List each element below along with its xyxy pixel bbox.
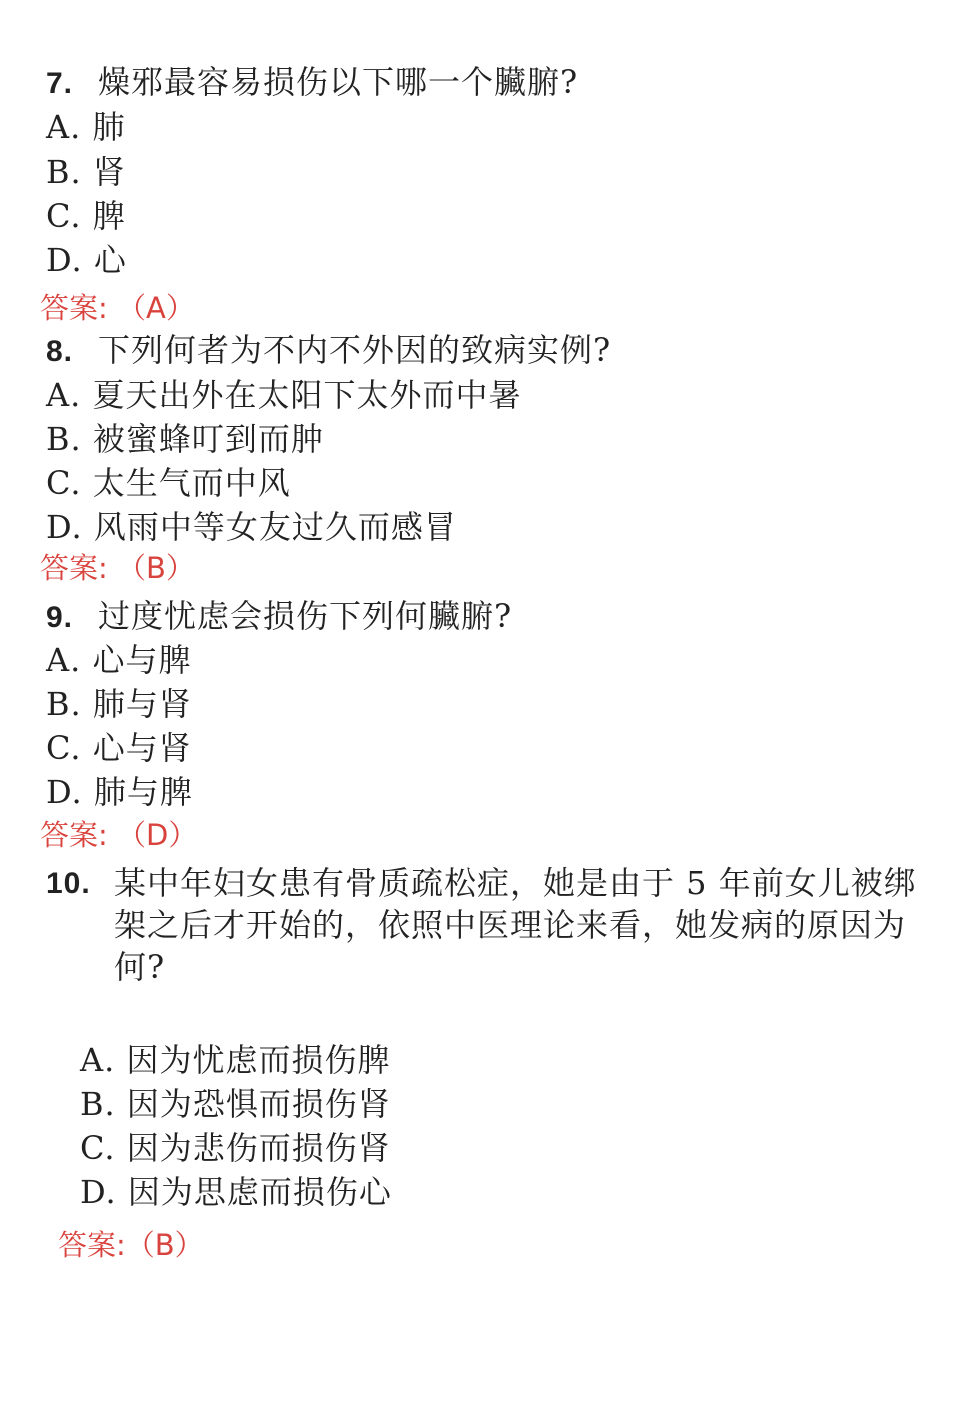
- option-d: D. 风雨中等女友过久而感冒: [46, 508, 457, 546]
- option-a: A. 心与脾: [46, 641, 192, 679]
- option-a: A. 因为忧虑而损伤脾: [80, 1041, 391, 1079]
- question-number: 8.: [46, 335, 74, 368]
- question-9: [46, 596, 512, 638]
- question-number: 10.: [46, 867, 91, 900]
- option-d: D. 心: [46, 241, 127, 279]
- question-text: 燥邪最容易损伤以下哪一个臟腑?: [98, 63, 579, 101]
- option-c: C. 太生气而中风: [46, 464, 291, 502]
- answer-label: 答案: （A）: [40, 291, 195, 325]
- answer-label: 答案:（B）: [58, 1228, 204, 1262]
- answer-label: 答案: （B）: [40, 551, 195, 585]
- question-text: 某中年妇女患有骨质疏松症，她是由于 5 年前女儿被绑架之后才开始的，依照中医理论来看，她发病的原因为何?: [114, 864, 917, 986]
- question-8: [46, 330, 611, 372]
- question-text: 下列何者为不内不外因的致病实例?: [98, 331, 612, 369]
- question-number: 9.: [46, 601, 74, 634]
- answer-label: 答案: （D）: [40, 818, 198, 852]
- option-c: C. 脾: [46, 197, 126, 235]
- question-number: 7.: [46, 67, 74, 100]
- option-c: C. 因为悲伤而损伤肾: [80, 1129, 391, 1167]
- option-b: B. 肺与肾: [46, 685, 192, 723]
- option-a: A. 肺: [46, 108, 126, 146]
- question-7: [46, 62, 578, 104]
- option-d: D. 肺与脾: [46, 773, 193, 811]
- option-a: A. 夏天出外在太阳下太外而中暑: [46, 376, 522, 414]
- option-c: C. 心与肾: [46, 729, 192, 767]
- option-b: B. 因为恐惧而损伤肾: [80, 1085, 391, 1123]
- option-d: D. 因为思虑而损伤心: [80, 1173, 392, 1211]
- option-b: B. 肾: [46, 153, 126, 191]
- question-text: 过度忧虑会损伤下列何臟腑?: [98, 597, 513, 635]
- option-b: B. 被蜜蜂叮到而肿: [46, 420, 324, 458]
- question-10-number: [46, 862, 91, 904]
